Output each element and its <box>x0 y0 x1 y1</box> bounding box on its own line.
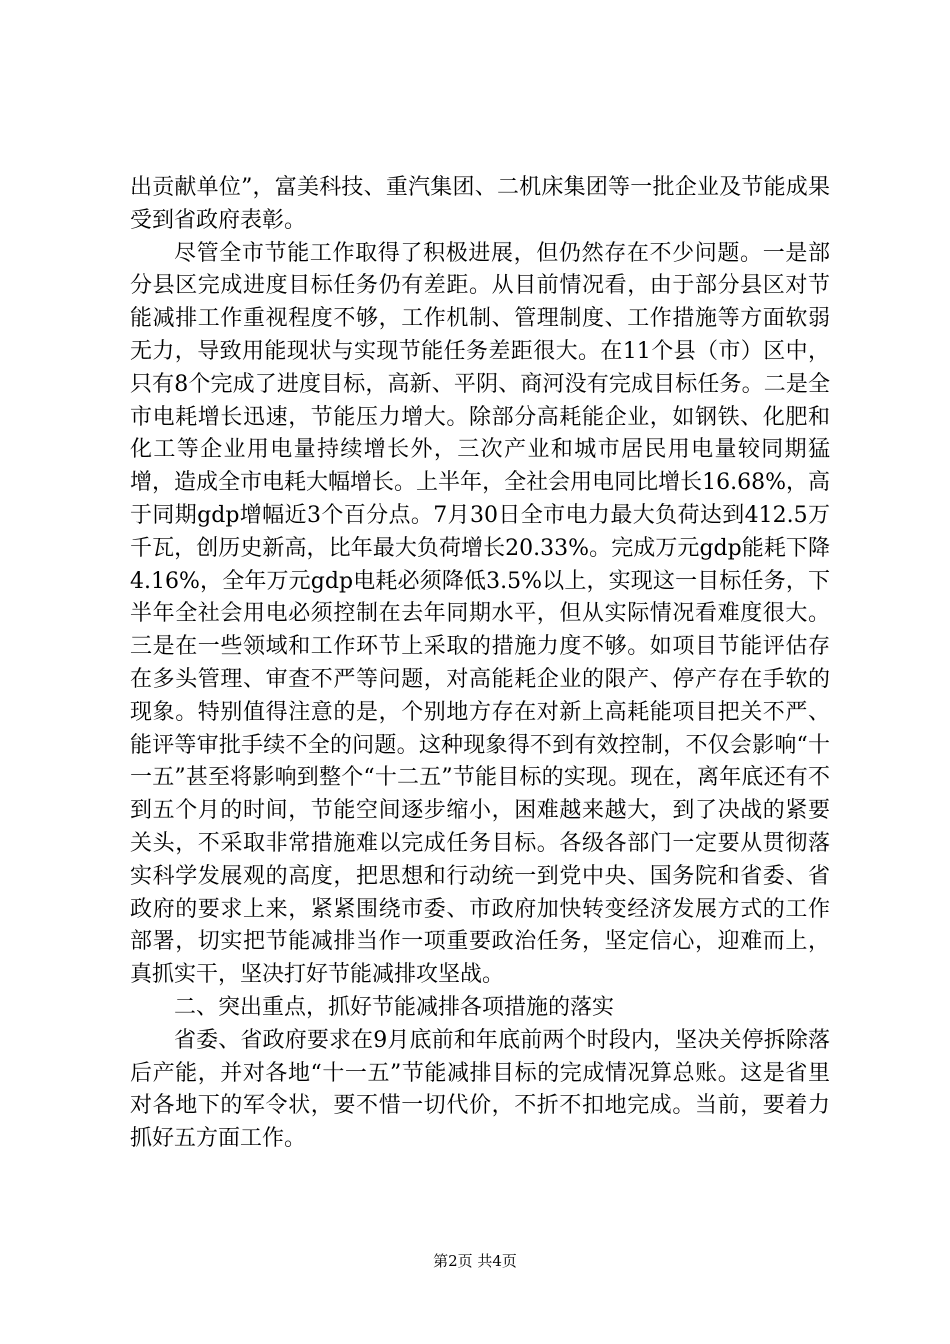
paragraph-problems: 尽管全市节能工作取得了积极进展，但仍然存在不少问题。一是部分县区完成进度目标任务仍有差距。从目前情况看，由于部分县区对节能减排工作重视程度不够，工作机制、管理制度、工作措施等方面软弱无力，导致用能现状与实现节能任务差距很大。在11个县（市）区中，只有8个完成了进度目标，高新、平阴、商河没有完成目标任务。二是全市电耗增长迅速，节能压力增大。除部分高耗能企业，如钢铁、化肥和化工等企业用电量持续增长外，三次产业和城市居民用电量较同期猛增，造成全市电耗大幅增长。上半年，全社会用电同比增长16.68%，高于同期gdp增幅近3个百分点。7月30日全市电力最大负荷达到412.5万千瓦，创历史新高，比年最大负荷增长20.33%。完成万元gdp能耗下降4.16%，全年万元gdp电耗必须降低3.5%以上，实现这一目标任务，下半年全社会用电必须控制在去年同期水平，但从实际情况看难度很大。三是在一些领域和工作环节上采取的措施力度不够。如项目节能评估存在多头管理、审查不严等问题，对高能耗企业的限产、停产存在手软的现象。特别值得注意的是，个别地方存在对新上高耗能项目把关不严、能评等审批手续不全的问题。这种现象得不到有效控制，不仅会影响“十一五”甚至将影响到整个“十二五”节能目标的实现。现在，离年底还有不到五个月的时间，节能空间逐步缩小，困难越来越大，到了决战的紧要关头，不采取非常措施难以完成任务目标。各级各部门一定要从贯彻落实科学发展观的高度，把思想和行动统一到党中央、国务院和省委、省政府的要求上来，紧紧围绕市委、市政府加快转变经济发展方式的工作部署，切实把节能减排当作一项重要政治任务，坚定信心，迎难而上，真抓实干，坚决打好节能减排攻坚战。 <box>130 240 830 988</box>
page-number-footer: 第2页 共4页 <box>433 1252 517 1270</box>
document-body <box>130 172 830 1156</box>
section-heading: 二、突出重点，抓好节能减排各项措施的落实 <box>174 994 615 1020</box>
paragraph-requirements: 省委、省政府要求在9月底前和年底前两个时段内，坚决关停拆除落后产能，并对各地“十一五”节能减排目标的完成情况算总账。这是省里对各地下的军令状，要不惜一切代价，不折不扣地完成。当前，要着力抓好五方面工作。 <box>130 1027 830 1152</box>
paragraph-continuation: 出贡献单位”，富美科技、重汽集团、二机床集团等一批企业及节能成果受到省政府表彰。 <box>130 175 830 233</box>
